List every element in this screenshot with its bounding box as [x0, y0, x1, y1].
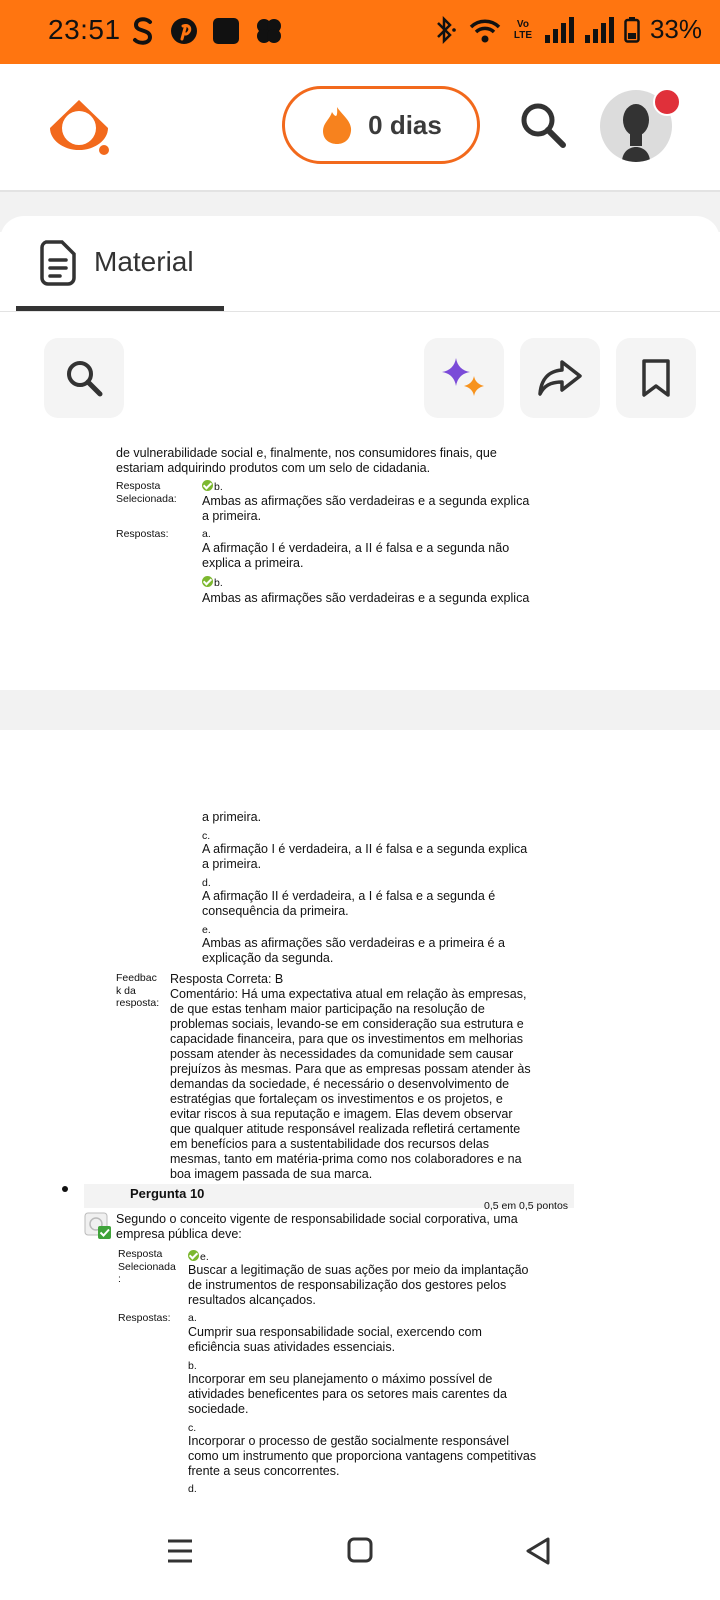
app-header	[0, 64, 720, 192]
correct-check-icon	[202, 480, 213, 491]
pinterest-icon	[170, 17, 198, 45]
clover-icon	[254, 16, 284, 46]
q9-selected-letter	[202, 480, 223, 494]
q10-prompt-line: Segundo o conceito vigente de responsabilidade social corporativa, uma	[116, 1212, 518, 1226]
list-bullet	[62, 1186, 68, 1192]
notification-dot	[653, 88, 681, 116]
q10-answers-label: Respostas:	[118, 1312, 171, 1324]
q9-option-c	[202, 842, 527, 872]
tab-material-label: Material	[94, 246, 194, 277]
q10-option-c-line: Incorporar o processo de gestão socialmente responsável	[188, 1434, 510, 1448]
q10-option-c	[188, 1434, 536, 1479]
q9-selected-label-line: Selecionada:	[116, 492, 177, 505]
q9-option-d-line: consequência da primeira.	[202, 904, 349, 918]
q9-feedback-label-line: resposta:	[116, 997, 160, 1009]
correct-check-icon	[202, 576, 213, 587]
q9-feedback-label-line: k da	[116, 984, 136, 997]
volte-indicator: Vo LTE	[513, 18, 533, 41]
q10-selected-label	[118, 1248, 176, 1286]
q10-selected-label-line: Selecionada	[118, 1260, 176, 1273]
q10-option-a-line: eficiência suas atividades essenciais.	[188, 1340, 396, 1354]
q9-option-d-line: A afirmação II é verdadeira, a I é falsa e a segunda é	[202, 889, 496, 903]
app-logo-icon[interactable]	[46, 98, 112, 158]
bluetooth-icon	[432, 15, 458, 45]
q9-feedback-line: Comentário: Há uma expectativa atual em relação às empresas,	[170, 987, 527, 1001]
q10-option-b-letter: b.	[188, 1360, 197, 1372]
q9-feedback-line: estratégias que fortaleçam os investimentos e os projetos, e	[170, 1092, 503, 1106]
q9-selected-line: Ambas as afirmações são verdadeiras e a segunda explica	[202, 494, 530, 508]
q9-option-b-letter-text: b.	[214, 577, 223, 589]
q9-feedback-line: possam atender às necessidades da comunidade sem causar	[170, 1047, 514, 1061]
q10-option-b-line: Incorporar em seu planejamento o máximo possível de	[188, 1372, 493, 1386]
sparkle-ai-icon	[440, 356, 488, 400]
q9-feedback-line: evitar riscos à sua reputação e imagem. Elas devem observar	[170, 1107, 513, 1121]
search-icon[interactable]	[518, 100, 568, 150]
battery-icon	[624, 17, 640, 43]
q9-feedback-line: em benefícios para a sustentabilidade dos recursos delas	[170, 1137, 489, 1151]
system-nav-bar	[0, 1508, 720, 1600]
q9-selected-label-line: Resposta	[116, 480, 161, 492]
q9-feedback-line: boa imagem passada de sua marca.	[170, 1167, 373, 1181]
q9-feedback-line: Resposta Correta: B	[170, 972, 284, 986]
q9-selected-letter-text: b.	[214, 481, 223, 493]
menu-icon[interactable]	[166, 1538, 194, 1564]
q9-option-d-letter: d.	[202, 877, 211, 889]
bookmark-icon	[640, 358, 672, 398]
status-time: 23:51	[48, 14, 121, 45]
q9-feedback-line: de que estas tenham maior participação na resolução de	[170, 1002, 485, 1016]
q9-option-b-line1: Ambas as afirmações são verdadeiras e a segunda explica	[202, 591, 530, 605]
q10-option-c-letter: c.	[188, 1422, 197, 1434]
q10-prompt-line: empresa pública deve:	[116, 1227, 242, 1241]
share-button[interactable]	[520, 338, 600, 418]
share-icon	[536, 358, 584, 398]
q10-title: Pergunta 10	[130, 1186, 205, 1201]
home-icon[interactable]	[346, 1536, 374, 1564]
back-icon[interactable]	[524, 1536, 552, 1566]
q10-option-c-line: como um instrumento que proporciona vantagens competitivas	[188, 1449, 537, 1463]
q10-selected-label-line: Resposta	[118, 1248, 163, 1260]
q9-option-a	[202, 541, 509, 571]
bookmark-button[interactable]	[616, 338, 696, 418]
signal-icon-1	[544, 17, 574, 43]
q9-intro-line: de vulnerabilidade social e, finalmente, nos consumidores finais, que	[116, 446, 497, 460]
q9-feedback-line: demandas da sociedade, é necessário o desenvolvimento de	[170, 1077, 510, 1091]
doc-search-button[interactable]	[44, 338, 124, 418]
q9-feedback-label	[116, 972, 159, 1010]
q9-selected-line: a primeira.	[202, 509, 262, 523]
notification-icons	[130, 16, 284, 46]
ai-assistant-button[interactable]	[424, 338, 504, 418]
streak-button[interactable]	[282, 86, 480, 164]
q10-option-a-line: Cumprir sua responsabilidade social, exercendo com	[188, 1325, 482, 1339]
status-bar	[0, 0, 720, 64]
q9-intro	[116, 446, 556, 476]
q10-option-d-letter: d.	[188, 1483, 197, 1495]
q9-feedback-line: mesmas, tanto em matéria-prima como nos colaboradores e na	[170, 1152, 522, 1166]
q9-option-e	[202, 936, 505, 966]
q10-option-b-line: atividades beneficentes para os setores mais carentes da	[188, 1387, 507, 1401]
q9-option-b-line2: a primeira.	[202, 810, 262, 824]
q9-option-c-line: a primeira.	[202, 857, 262, 871]
correct-check-icon	[188, 1250, 199, 1261]
q10-selected-letter-text: e.	[200, 1251, 209, 1263]
q10-selected-letter	[188, 1250, 209, 1264]
tab-material[interactable]	[16, 228, 224, 312]
q9-selected-answer	[202, 494, 529, 524]
q9-feedback-line: problemas sociais, levando-se em consideração sua estrutura e	[170, 1017, 524, 1031]
q9-option-b-letter	[202, 576, 223, 590]
q9-feedback-label-line: Feedbac	[116, 972, 157, 984]
s-app-icon	[130, 16, 156, 46]
q9-intro-line: estariam adquirindo produtos com um selo de cidadania.	[116, 461, 431, 475]
q9-feedback-text	[170, 972, 531, 1182]
q9-option-d	[202, 889, 495, 919]
app-square-icon	[212, 17, 240, 45]
wifi-icon	[468, 15, 502, 45]
document-icon	[40, 240, 76, 286]
q10-selected-line: Buscar a legitimação de suas ações por meio da implantação	[188, 1263, 529, 1277]
q10-option-b	[188, 1372, 507, 1417]
search-icon	[64, 358, 104, 398]
q9-option-c-letter: c.	[202, 830, 211, 842]
q9-selected-label	[116, 480, 177, 505]
q10-selected-label-line: :	[118, 1273, 121, 1285]
battery-percent: 33%	[649, 14, 702, 44]
q10-prompt	[116, 1212, 518, 1242]
tab-divider	[0, 311, 720, 312]
q9-option-e-line: explicação da segunda.	[202, 951, 334, 965]
q10-points: 0,5 em 0,5 pontos	[484, 1200, 569, 1212]
q10-selected-line: de instrumentos de responsabilização dos gestores pelos	[188, 1278, 507, 1292]
flame-icon	[320, 105, 354, 145]
q10-option-a-letter: a.	[188, 1312, 197, 1324]
page-break-band	[0, 690, 720, 730]
q10-option-c-line: frente a seus concorrentes.	[188, 1464, 340, 1478]
signal-icon-2	[584, 17, 614, 43]
q9-option-c-line: A afirmação I é verdadeira, a II é falsa e a segunda explica	[202, 842, 528, 856]
q10-selected-answer	[188, 1263, 528, 1308]
q10-selected-line: resultados alcançados.	[188, 1293, 316, 1307]
q9-option-e-letter: e.	[202, 924, 211, 936]
q10-option-a	[188, 1325, 482, 1355]
q9-option-a-line: A afirmação I é verdadeira, a II é falsa e a segunda não	[202, 541, 510, 555]
question-correct-icon	[84, 1212, 112, 1240]
system-indicators	[432, 14, 702, 45]
q9-option-a-letter: a.	[202, 528, 211, 540]
q9-option-a-line: explica a primeira.	[202, 556, 304, 570]
q9-feedback-line: que qualquer atitude responsável realizada refletirá certamente	[170, 1122, 521, 1136]
q9-option-e-line: Ambas as afirmações são verdadeiras e a primeira é a	[202, 936, 505, 950]
q9-answers-label: Respostas:	[116, 528, 169, 540]
streak-label: 0 dias	[368, 109, 442, 140]
q9-feedback-line: prejuízos às mesmas. Para que as empresas possam atender às	[170, 1062, 531, 1076]
q10-option-b-line: sociedade.	[188, 1402, 249, 1416]
q9-feedback-line: capacidade financeira, para que os investimentos em melhorias	[170, 1032, 523, 1046]
